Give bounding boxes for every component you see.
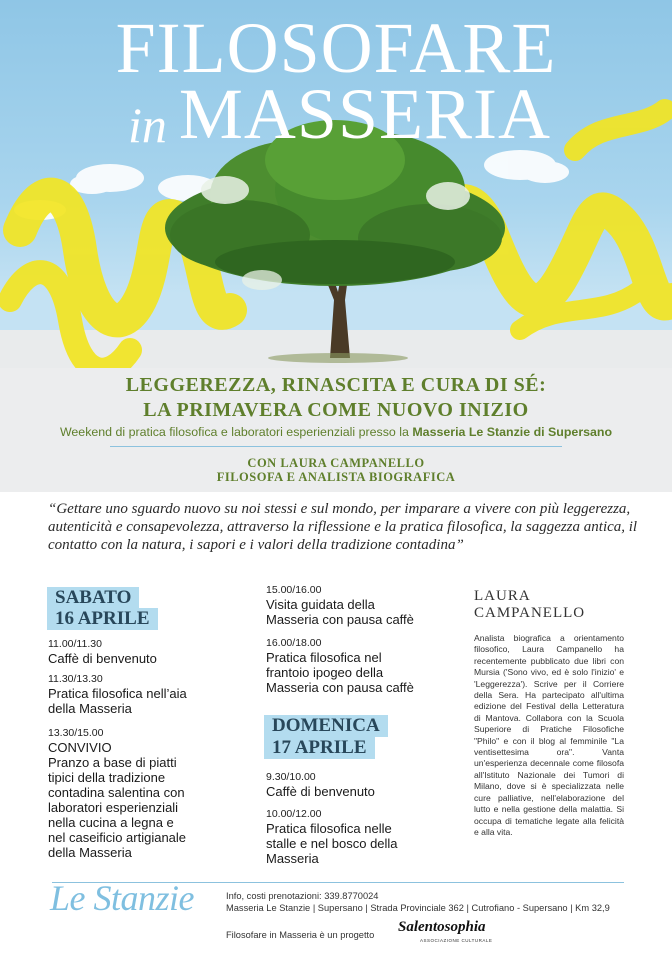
salentosophia-subtitle: ASSOCIAZIONE CULTURALE <box>420 938 493 943</box>
salentosophia-logo: Salentosophia <box>398 919 486 935</box>
schedule-item <box>48 727 186 860</box>
saturday-date-label: 16 APRILE <box>47 608 158 630</box>
event-time: 11.30/13.30 <box>48 673 103 685</box>
subtitle-line1: LEGGEREZZA, RINASCITA E CURA DI SÉ: <box>125 374 547 396</box>
event-text: CONVIVIO Pranzo a base di piatti tipici della tradizione contadina salentina con laboratori esperienziali nella cucina a legna e nel caseificio artigianale della Masseria <box>48 740 187 860</box>
event-time: 9.30/10.00 <box>266 771 316 783</box>
schedule-item <box>48 673 187 716</box>
le-stanzie-logo: Le Stanzie <box>50 878 194 918</box>
project-text: Filosofare in Masseria è un progetto <box>226 930 375 940</box>
with-line1: CON LAURA CAMPANELLO <box>247 456 425 470</box>
hero-banner <box>0 0 672 368</box>
sunday-date-label: 17 APRILE <box>264 737 375 759</box>
schedule-item <box>266 771 375 799</box>
event-text: Pratica filosofica nell’aia della Masseria <box>48 686 187 716</box>
sunday-day-label: DOMENICA <box>264 715 388 737</box>
divider <box>110 446 562 447</box>
event-time: 15.00/16.00 <box>266 584 322 596</box>
event-time: 11.00/11.30 <box>48 638 102 650</box>
event-time: 16.00/18.00 <box>266 637 322 649</box>
weekend-place: Masseria Le Stanzie di Supersano <box>412 425 613 439</box>
bio-name-line2: CAMPANELLO <box>474 605 586 621</box>
event-text: Pratica filosofica nel frantoio ipogeo della Masseria con pausa caffè <box>266 650 414 695</box>
title-line1: FILOSOFARE <box>115 8 557 88</box>
quote-text: “Gettare uno sguardo nuovo su noi stessi e sul mondo, per imparare a vivere con più leggerezza, autenticità e consapevolezza, attraverso la riflessione e la pratica filosofica, la saggezza antica, il contatto con la natura, i sapori e i valori della tradizione contadina” <box>48 501 638 553</box>
schedule-item <box>266 637 414 695</box>
tree-shadow <box>268 353 408 363</box>
schedule-item <box>48 638 157 666</box>
schedule-item <box>266 584 414 627</box>
weekend-line <box>0 425 672 439</box>
info-line2: Masseria Le Stanzie | Supersano | Strada Provinciale 362 | Cutrofiano - Supersano | Km 32,9 <box>226 903 610 913</box>
bio-name <box>474 588 585 622</box>
event-text: Caffè di benvenuto <box>48 651 157 666</box>
event-text: Pratica filosofica nelle stalle e nel bosco della Masseria <box>266 821 398 866</box>
saturday-day-label: SABATO <box>47 587 139 609</box>
event-text: Visita guidata della Masseria con pausa caffè <box>266 597 414 627</box>
weekend-text: Weekend di pratica filosofica e laboratori esperienziali presso la <box>59 425 409 439</box>
event-text: Caffè di benvenuto <box>266 784 375 799</box>
schedule-item <box>266 808 398 866</box>
bio-name-line1: LAURA <box>474 588 531 604</box>
title-in: in <box>128 97 167 153</box>
bio-text: Analista biografica a orientamento filosofico, Laura Campanello ha recentemente pubblicato due libri con Mursia ('Sono vivo, ed è solo l'inizio' e 'Leggerezza'). Scrive per il Corriere della Sera. Ha partecipato all'ultima edizione del Festival della Letteratura di Mantova. Collabora con la Scuola Superiore di Pratiche Filosofiche "Philo" e con il blog al femminile "La ventisettesima ora". Vanta un'esperienza decennale come filosofa all'Istituto Nazionale dei Tumori di Milano, dove si è specializzata nelle cure palliative, nell'elaborazione del lutto e nella gestione della malattia. Si occupa di tematiche legate alla felicità e alla vita. <box>474 633 624 837</box>
subtitle-line2: LA PRIMAVERA COME NUOVO INIZIO <box>143 399 529 421</box>
with-line2: FILOSOFA E ANALISTA BIOGRAFICA <box>216 470 456 484</box>
info-line1: Info, costi prenotazioni: 339.8770024 <box>226 891 379 901</box>
event-time: 10.00/12.00 <box>266 808 322 820</box>
title-line2 <box>128 74 551 154</box>
event-time: 13.30/15.00 <box>48 727 104 739</box>
title-masseria: MASSERIA <box>178 74 551 154</box>
